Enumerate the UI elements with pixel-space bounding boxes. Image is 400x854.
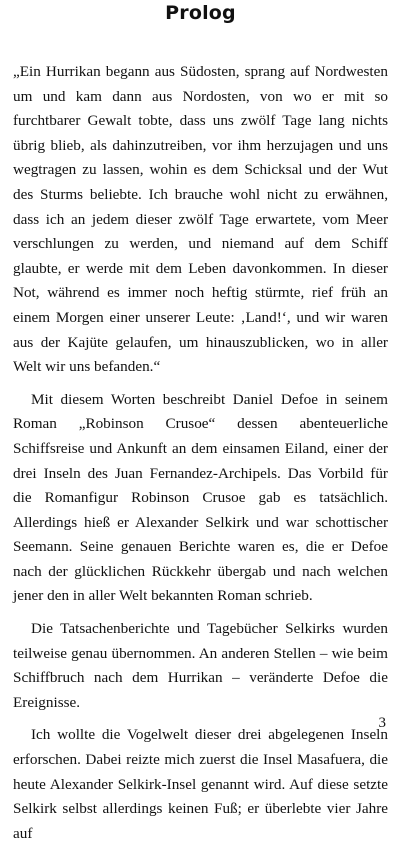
chapter-title: Prolog — [165, 2, 236, 24]
paragraph-quote: „Ein Hurrikan begann aus Südosten, sprang auf Nordwesten um und kam dann aus Nordosten, von wo er mit so furchtbarer Gewalt tobte, dass uns zwölf Tage lang nichts übrig blieb, als dahinzutreiben, vor ihm herzujagen und uns wegtragen zu lassen, wohin es dem Schicksal und der Wut des Sturms beliebte. Ich brauche wohl nicht zu erwähnen, dass ich an jedem dieser zwölf Tage erwartete, vom Meer verschlungen zu werden, und niemand auf dem Schiff glaubte, er werde mit dem Leben davonkommen. In dieser Not, während es immer noch heftig stürmte, rief früh an einem Morgen einer unserer Leute: ‚Land!‘, und wir waren aus der Kajüte gelaufen, um hinauszublicken, wo in aller Welt wir uns befanden.“ — [13, 63, 388, 376]
paragraph-vogelwelt: Ich wollte die Vogelwelt dieser drei abgelegenen Inseln erforschen. Dabei reizte mich zuerst die Insel Masafuera, die heute Alexander Selkirk-Insel genannt wird. Auf diese setzte Selkirk selbst allerdings keinen Fuß; er überlebte vier Jahre auf — [13, 726, 388, 842]
body-text — [13, 60, 388, 854]
page-number: 3 — [378, 715, 386, 731]
paragraph-defoe: Mit diesem Worten beschreibt Daniel Defoe in seinem Roman „Robinson Crusoe“ dessen abenteuerliche Schiffsreise und Ankunft an dem einsamen Eiland, einer der drei Inseln des Juan Fernandez-Archipels. Das Vorbild für die Romanfigur Robinson Crusoe gab es tatsächlich. Allerdings hieß er Alexander Selkirk und war schottischer Seemann. Seine genauen Berichte waren es, die er Defoe nach der glücklichen Rückkehr übergab und nach welchen jener den in aller Welt bekannten Roman schrieb. — [13, 390, 388, 605]
paragraph-tatsachenberichte: Die Tatsachenberichte und Tagebücher Selkirks wurden teilweise genau übernommen. An anderen Stellen – wie beim Schiffbruch nach dem Hurrikan – veränderte Defoe die Ereignisse. — [13, 620, 388, 711]
